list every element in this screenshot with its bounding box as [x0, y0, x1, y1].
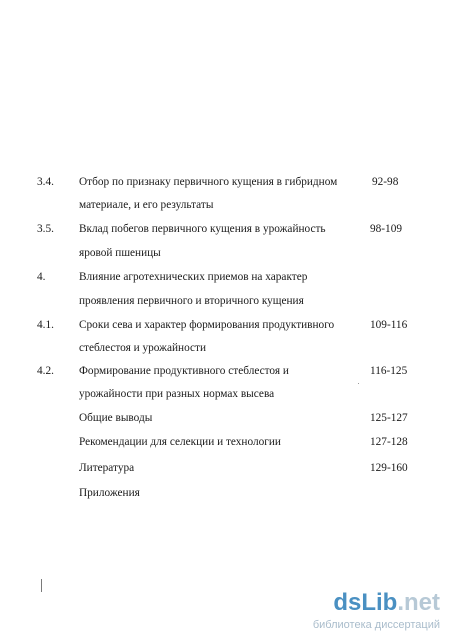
toc-number: 3.4.: [37, 176, 54, 188]
toc-title-line: Приложения: [79, 487, 140, 499]
scan-margin-mark: [41, 579, 42, 592]
toc-number: 4.1.: [37, 319, 54, 331]
toc-title-line: материале, и его результаты: [79, 199, 214, 211]
watermark-logo-domain: .net: [397, 589, 440, 616]
toc-title-line: стеблестоя и урожайности: [79, 342, 206, 354]
toc-title-line: урожайности при разных нормах высева: [79, 388, 275, 400]
toc-title-line: Вклад побегов первичного кущения в урожайность: [79, 223, 326, 235]
watermark-subtitle: библиотека диссертаций: [312, 619, 440, 631]
toc-number: 4.2.: [37, 365, 54, 377]
toc-title-line: Литература: [79, 462, 135, 474]
toc-pages: 129-160: [370, 462, 408, 474]
scan-speck: [358, 383, 359, 384]
toc-pages: 125-127: [370, 412, 408, 424]
toc-pages: 98-109: [370, 223, 403, 235]
toc-title-line: Рекомендации для селекции и технологии: [79, 436, 281, 448]
toc-title-line: Сроки сева и характер формирования продуктивного: [79, 319, 335, 331]
toc-pages: 109-116: [370, 319, 408, 331]
toc-pages: 127-128: [370, 436, 408, 448]
watermark-logo-main: dsLib: [333, 589, 398, 616]
toc-title-line: Общие выводы: [79, 412, 153, 424]
toc-pages: 116-125: [370, 365, 408, 377]
toc-title-line: яровой пшеницы: [79, 247, 161, 259]
toc-pages: 92-98: [372, 176, 399, 188]
toc-title-line: Отбор по признаку первичного кущения в гибридном: [79, 176, 338, 188]
watermark: [286, 590, 450, 636]
toc-number: 4.: [37, 271, 46, 283]
toc-title-line: проявления первичного и вторичного кущения: [79, 295, 304, 307]
toc-title-line: Влияние агротехнических приемов на характер: [79, 271, 308, 283]
watermark-logo: [333, 590, 440, 616]
toc-title-line: Формирование продуктивного стеблестоя и: [79, 365, 289, 377]
toc-number: 3.5.: [37, 223, 54, 235]
